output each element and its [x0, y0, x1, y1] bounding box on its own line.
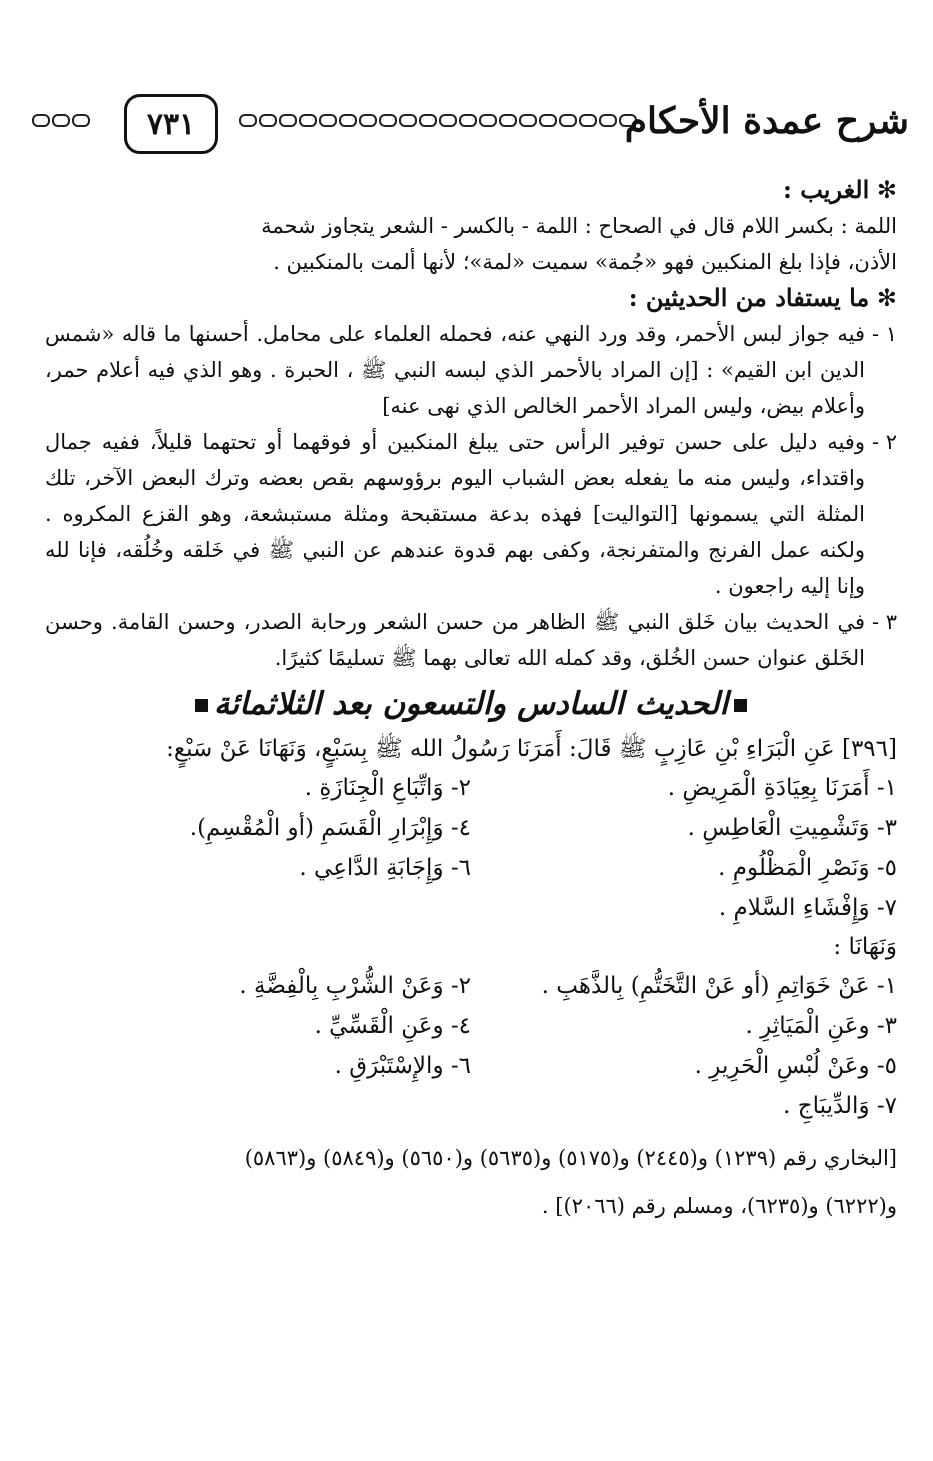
commands-list: [45, 768, 897, 928]
benefit-item: [45, 424, 897, 604]
gharib-line: اللمة : بكسر اللام قال في الصحاح : اللمة - بالكسر - الشعر يتجاوز شحمة: [261, 214, 897, 238]
list-item: ٤- وَإِبْرَارِ الْقَسَمِ (أو الْمُقْسِمِ).: [189, 815, 471, 841]
hadith-intro: [٣٩٦] عَنِ الْبَرَاءِ بْنِ عَازِبٍ ﷺ قَالَ: أَمَرَنَا رَسُولُ الله ﷺ بِسَبْعٍ، وَنَهَانَا عَنْ سَبْعٍ:: [166, 736, 897, 762]
book-title: شرح عمدة الأحكام: [624, 100, 909, 142]
hadith-reference: [45, 1134, 897, 1230]
list-item: ٤- وعَنِ الْقَسِّيِّ .: [314, 1013, 471, 1039]
benefit-text: فيه جواز لبس الأحمر، وقد ورد النهي عنه، فحمله العلماء على محامل. أحسنها ما قاله «شمس الدين ابن القيم» : [إن المراد بالأحمر الذي لبسه النبي ﷺ ، الحبرة . وهو الذي فيه أعلام حمر، وأعلام بيض، وليس المراد الأحمر الخالص الذي نهى عنه]: [45, 322, 865, 418]
gharib-heading: ✻ الغريب :: [782, 175, 897, 204]
list-item: ٧- وَإِفْشَاءِ السَّلامِ .: [718, 895, 897, 921]
list-item: ٦- والإِسْتَبْرَقِ .: [334, 1053, 471, 1079]
benefit-text: في الحديث بيان خَلق النبي ﷺ الظاهر من حسن الشعر ورحابة الصدر، وحسن القامة. وحسن الخَلق عنوان حسن الخُلق، وقد كمله الله تعالى بهما ﷺ تسليمًا كثيرًا.: [45, 610, 865, 670]
section-title: الحديث السادس والتسعون بعد الثلاثمائة: [45, 680, 897, 728]
list-item: ٦- وَإِجَابَةِ الدَّاعِي .: [299, 855, 471, 881]
list-item: ٢- وَعَنْ الشُّرْبِ بِالْفِضَّةِ .: [239, 973, 471, 999]
list-item: ١- أَمَرَنَا بِعِيَادَةِ الْمَرِيضِ .: [667, 775, 897, 801]
page-body: [45, 172, 897, 1230]
list-item: ٥- وَنَصْرِ الْمَظْلُومِ .: [718, 855, 897, 881]
ornament-chain-middle: [239, 114, 637, 130]
list-item: ٣- وعَنِ الْمَيَاثِرِ .: [745, 1013, 897, 1039]
benefit-text: وفيه دليل على حسن توفير الرأس حتى يبلغ المنكبين أو فوقهما أو تحتهما قليلاً، ففيه جمال واقتداء، وليس منه ما يفعله بعض الشباب اليوم برؤوسهم بقص بعضه وترك البعض الآخر، تلك المثلة التي يسمونها [التواليت] فهذه بدعة مستقبحة ومثلة مستبشعة، وهو القزع المكروه . ولكنه عمل الفرنج والمتفرنجة، وكفى بهم قدوة عندهم عن النبي ﷺ في خَلقه وخُلُقه، فإنا لله وإنا إليه راجعون .: [45, 430, 865, 598]
list-item: ٣- وَتَشْمِيتِ الْعَاطِسِ .: [687, 815, 897, 841]
list-item: ٧- وَالدِّيبَاجِ .: [783, 1093, 897, 1119]
square-icon: [195, 699, 208, 712]
benefit-item: [45, 604, 897, 676]
ornament-chain-left: [32, 114, 90, 130]
benefit-item: [45, 316, 897, 424]
square-icon: [734, 699, 747, 712]
benefit-number: ٢ -: [871, 430, 897, 454]
list-item: ٢- وَاتِّبَاعِ الْجِنَازَةِ .: [304, 775, 471, 801]
benefit-number: ٣ -: [871, 610, 897, 634]
benefit-number: ١ -: [871, 322, 897, 346]
reference-line: و(٦٢٢٢) و(٦٢٣٥)، ومسلم رقم (٢٠٦٦)] .: [541, 1194, 897, 1218]
asterisk-icon: ✻: [869, 176, 897, 204]
prohibitions-label: وَنَهَانَا :: [833, 934, 897, 960]
list-item: ٥- وعَنْ لُبْسِ الْحَرِيرِ .: [694, 1053, 897, 1079]
prohibitions-list: [45, 966, 897, 1126]
asterisk-icon: ✻: [869, 284, 897, 312]
gharib-line: الأذن، فإذا بلغ المنكبين فهو «جُمة» سميت «لمة»؛ لأنها ألمت بالمنكبين .: [273, 250, 897, 274]
list-item: ١- عَنْ خَوَاتِمِ (أو عَنْ التَّخَتُّمِ) بِالذَّهَبِ .: [541, 973, 897, 999]
benefits-heading: ✻ ما يستفاد من الحديثين :: [628, 283, 897, 312]
page-number: ٧٣١: [124, 94, 218, 154]
page-header: [24, 92, 909, 162]
reference-line: [البخاري رقم (١٢٣٩) و(٢٤٤٥) و(٥١٧٥) و(٥٦٣٥) و(٥٦٥٠) و(٥٨٤٩) و(٥٨٦٣): [244, 1146, 897, 1170]
